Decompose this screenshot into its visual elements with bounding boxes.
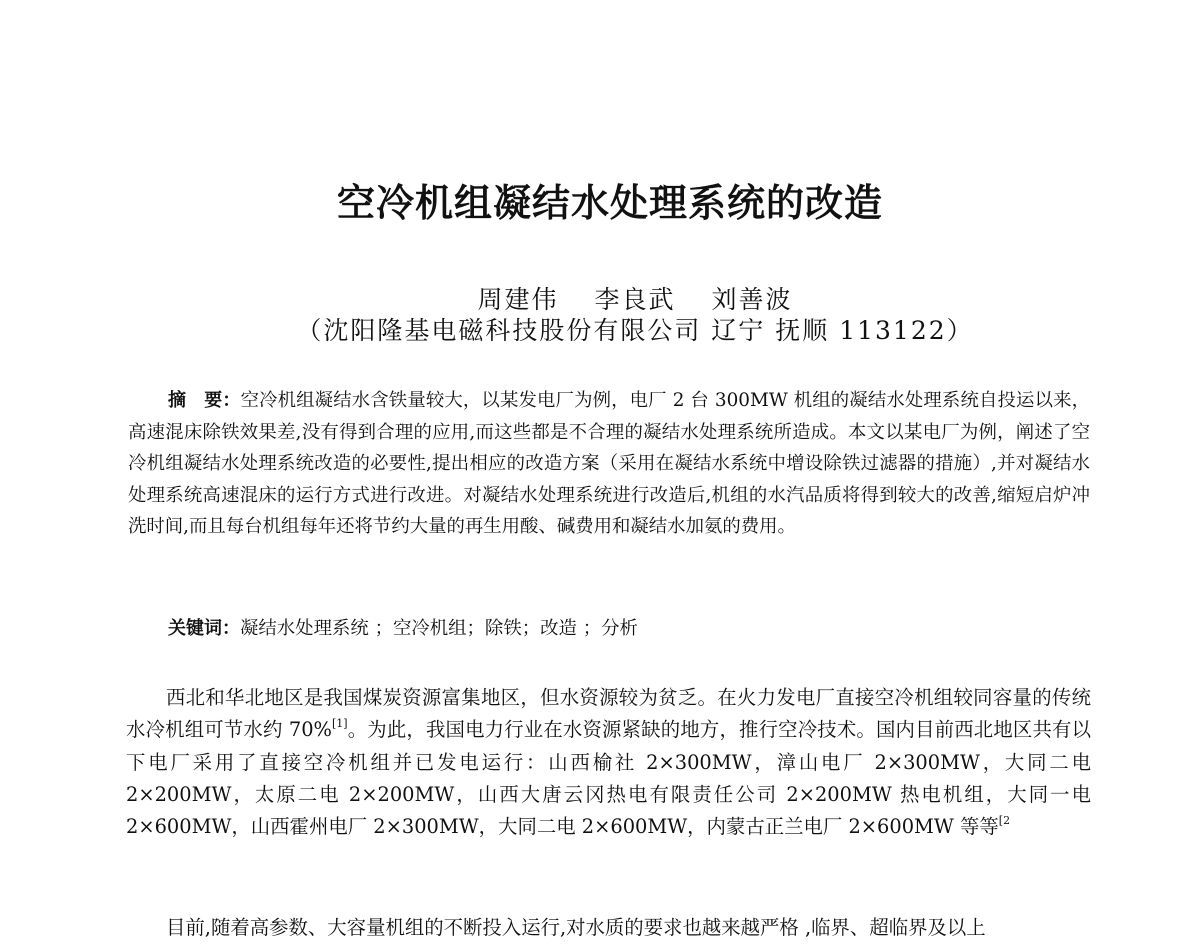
abstract bbox=[128, 385, 1090, 543]
abstract-label: 摘 要： bbox=[168, 390, 241, 411]
citation-ref: [1] bbox=[331, 717, 348, 731]
keywords bbox=[168, 613, 1088, 645]
paper-title: 空冷机组凝结水处理系统的改造 bbox=[336, 180, 883, 225]
paragraph-text: 。为此，我国电力行业在水资源紧缺的地方，推行空冷技术。国内目前西北地区共有以下电厂采用了直接空冷机组并已发电运行：山西榆社 2×300MW，漳山电厂 2×300MW，大同二电 2×200MW，太原二电 2×200MW，山西大唐云冈热电有限责任公司 2×200MW 热电机组，大同一电 2×600MW，山西霍州电厂 2×300MW，大同二电 2×600MW，内蒙古正兰电厂 2×600MW 等等 bbox=[126, 718, 1091, 839]
keywords-text: 凝结水处理系统 ；空冷机组；除铁；改造 ；分析 bbox=[240, 618, 638, 639]
citation-ref: [2 bbox=[998, 814, 1011, 828]
paragraph-text: 西北和华北地区是我国煤炭资源富集地区，但水资源较为贫乏。在火力发电厂直接空冷机组较同容量的传统水冷机组可节水约 70% bbox=[126, 686, 1091, 742]
keywords-label: 关键词： bbox=[168, 618, 240, 639]
author-name: 李良武 bbox=[594, 285, 676, 314]
body-paragraph-2: 目前,随着高参数、大容量机组的不断投入运行,对水质的要求也越来越严格 ,临界、超临界及以上 bbox=[166, 916, 986, 939]
author-affiliation: （沈阳隆基电磁科技股份有限公司 辽宁 抚顺 113122） bbox=[296, 316, 974, 345]
author-name: 周建伟 bbox=[477, 285, 559, 314]
body-paragraph-1 bbox=[126, 682, 1091, 843]
abstract-text: 空冷机组凝结水含铁量较大，以某发电厂为例，电厂 2 台 300MW 机组的凝结水处理系统自投运以来，高速混床除铁效果差,没有得到合理的应用,而这些都是不合理的凝结水处理系统所造成。本文以某电厂为例，阐述了空冷机组凝结水处理系统改造的必要性,提出相应的改造方案（采用在凝结水系统中增设除铁过滤器的措施）,并对凝结水处理系统高速混床的运行方式进行改进。对凝结水处理系统进行改造后,机组的水汽品质将得到较大的改善,缩短启炉冲洗时间,而且每台机组每年还将节约大量的再生用酸、碱费用和凝结水加氨的费用。 bbox=[128, 390, 1091, 537]
author-name: 刘善波 bbox=[711, 285, 793, 314]
